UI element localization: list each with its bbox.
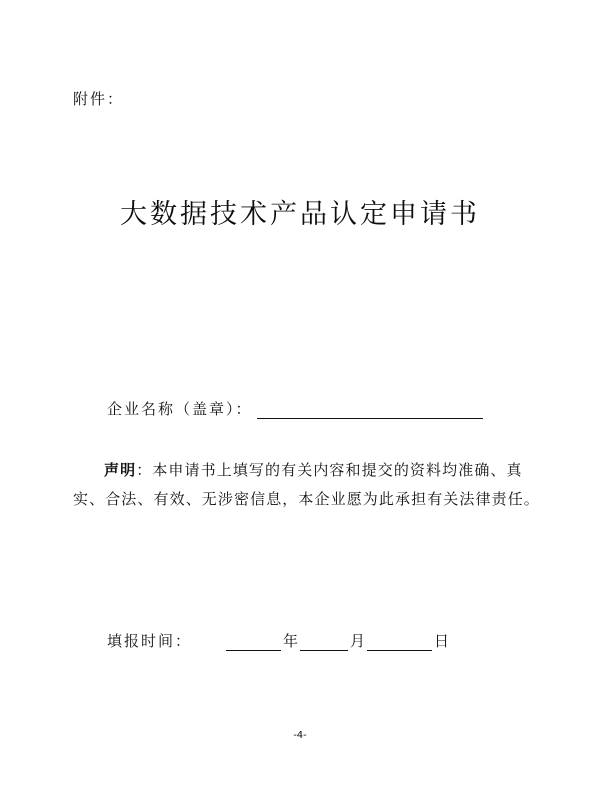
fill-date-label: 填报时间：: [107, 632, 193, 650]
day-unit: 日: [434, 632, 450, 650]
declaration-separator: ：: [136, 461, 153, 479]
day-field[interactable]: [367, 634, 432, 651]
company-name-field[interactable]: [257, 402, 483, 419]
company-name-label: 企业名称（盖章）：: [107, 400, 253, 418]
fill-date-row: [107, 630, 451, 651]
year-unit: 年: [283, 632, 299, 650]
month-field[interactable]: [300, 634, 348, 651]
declaration-paragraph: [73, 456, 543, 514]
year-field[interactable]: [226, 634, 281, 651]
month-unit: 月: [350, 632, 366, 650]
company-name-row: [107, 398, 483, 419]
document-title: 大数据技术产品认定申请书: [120, 199, 480, 230]
attachment-label: 附件：: [73, 90, 125, 108]
declaration-label: 声明: [104, 461, 137, 479]
declaration-text: 本申请书上填写的有关内容和提交的资料均准确、真实、合法、有效、无涉密信息，本企业愿为此承担有关法律责任。: [73, 461, 540, 508]
page-number: -4-: [293, 730, 307, 741]
